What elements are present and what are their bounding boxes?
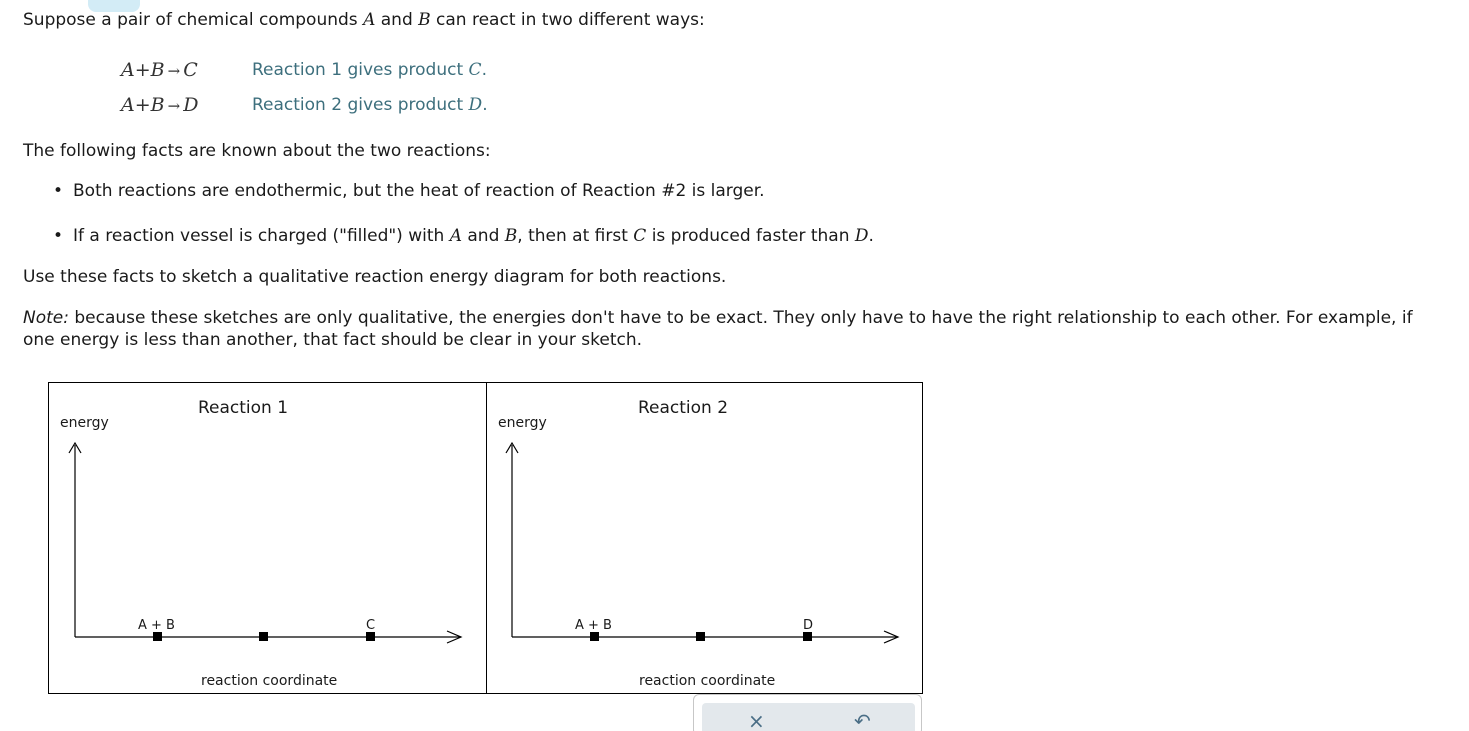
energy-diagrams <box>48 382 923 694</box>
diagram-title: Reaction 1 <box>197 398 289 418</box>
reaction-2-equation: A+B → D <box>121 94 199 116</box>
reactant-label: A + B <box>575 618 612 633</box>
bullet-icon: • <box>53 226 64 246</box>
instruction-text: Use these facts to sketch a qualitative reaction energy diagram for both reactions. <box>23 267 727 287</box>
reaction-1-equation: A+B → C <box>121 59 198 81</box>
note-paragraph: Note: because these sketches are only qualitative, the energies don't have to be exact. They only have to have the right relationship to each other. For example, if one energy is less than another, that fact should be clear in your sketch. <box>23 308 1413 350</box>
transition-state-handle[interactable] <box>259 632 268 641</box>
reaction-1-description: Reaction 1 gives product C. <box>252 60 487 80</box>
product-handle[interactable] <box>366 632 375 641</box>
y-axis-label: energy <box>60 415 109 431</box>
y-axis-label: energy <box>498 415 547 431</box>
product-label: C <box>366 618 376 633</box>
note-label: Note: <box>23 308 69 328</box>
var-b: B <box>418 10 431 30</box>
reaction-1-diagram[interactable] <box>49 383 485 693</box>
bullet-icon: • <box>53 181 64 201</box>
intro-paragraph: Suppose a pair of chemical compounds A and B can react in two different ways: <box>23 10 705 30</box>
reaction-2-diagram[interactable] <box>486 383 923 693</box>
transition-state-handle[interactable] <box>696 632 705 641</box>
clear-icon[interactable]: × <box>748 709 765 731</box>
x-axis-label: reaction coordinate <box>201 673 338 689</box>
facts-heading: The following facts are known about the two reactions: <box>23 141 491 161</box>
facts-list <box>23 171 874 256</box>
answer-toolbar <box>693 694 922 731</box>
reactant-label: A + B <box>138 618 175 633</box>
reaction-1-canvas[interactable] <box>49 383 485 693</box>
reactant-handle[interactable] <box>153 632 162 641</box>
toolbar-button-group <box>702 703 915 731</box>
var-a: A <box>363 10 376 30</box>
x-axis-label: reaction coordinate <box>639 673 776 689</box>
product-handle[interactable] <box>803 632 812 641</box>
fact-item-2: • If a reaction vessel is charged ("filled") with A and B, then at first C is produced faster than D. <box>23 216 874 256</box>
product-label: D <box>803 618 814 633</box>
reactant-handle[interactable] <box>590 632 599 641</box>
reaction-2-canvas[interactable] <box>487 383 923 693</box>
undo-icon[interactable]: ↶ <box>854 709 871 731</box>
reaction-2-description: Reaction 2 gives product D. <box>252 95 488 115</box>
fact-item-1: • Both reactions are endothermic, but the heat of reaction of Reaction #2 is larger. <box>23 171 874 216</box>
diagram-title: Reaction 2 <box>637 398 729 418</box>
